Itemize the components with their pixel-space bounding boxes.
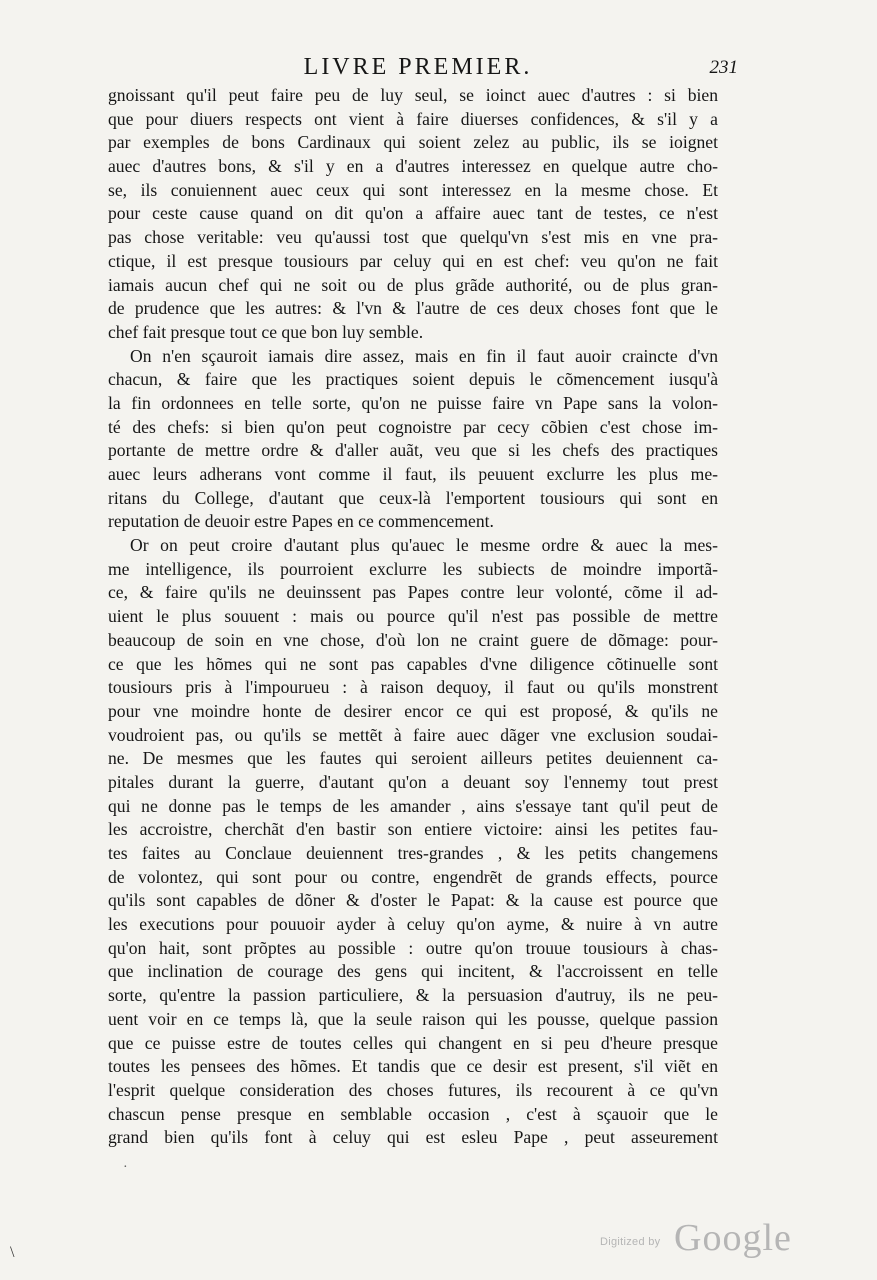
text-line: pour ceste cause quand on dit qu'on a affaire auec tant de testes, ce n'est (108, 203, 718, 224)
text-line: uient le plus souuent : mais ou pource qu'il n'est pas possible de mettre (108, 606, 718, 627)
text-line: qu'ils sont capables de dõner & d'oster le Papat: & la cause est pource que (108, 890, 718, 911)
text-line: ce que les hõmes qui ne sont pas capables d'vne diligence cõtinuelle sont (108, 653, 718, 674)
text-line: portante de mettre ordre & d'aller auãt, veu que si les chefs des practiques (108, 440, 718, 461)
text-line: ce, & faire qu'ils ne deuinssent pas Papes contre leur volonté, cõme il ad- (108, 582, 718, 603)
text-line: sorte, qu'entre la passion particuliere, & la persuasion d'autruy, ils ne peu- (108, 985, 718, 1006)
text-line: beaucoup de soin en vne chose, d'où lon ne craint guere de dõmage: pour- (108, 629, 718, 650)
text-line: chef fait presque tout ce que bon luy semble. (108, 321, 424, 342)
text-line: té des chefs: si bien qu'on peut cognoistre par cecy cõbien c'est chose im- (108, 416, 718, 437)
text-line: qu'on hait, sont prõptes au possible : outre qu'on trouue tousiours à chas- (108, 937, 718, 958)
text-line: qui ne donne pas le temps de les amander , ains s'essaye tant qu'il peut de (108, 795, 718, 816)
text-line: voudroient pas, ou qu'ils se mettẽt à faire auec dãger vne exclusion soudai- (108, 724, 718, 745)
google-logo: Google (674, 1217, 792, 1259)
text-line: uent voir en ce temps là, que la seule raison qui les pousse, quelque passion (108, 1008, 718, 1029)
text-line: pitales durant la guerre, d'autant qu'on a deuant soy l'ennemy tout prest (108, 771, 718, 792)
stray-ink-mark: · (123, 1160, 128, 1175)
text-line: chascun pense presque en semblable occasion , c'est à sçauoir que le (108, 1103, 718, 1124)
text-line: que pour diuers respects ont vient à faire diuerses confidences, & s'il y a (108, 108, 718, 129)
text-line: me intelligence, ils pourroient exclurre les subiects de moindre importã- (108, 558, 718, 579)
running-head: LIVRE PREMIER. (303, 54, 533, 80)
text-line: ctique, il est presque tousiours par celuy qui en est chef: veu qu'on ne fait (108, 250, 718, 271)
text-line: de volontez, qui sont pour ou contre, engendrẽt de grands effects, pource (108, 866, 718, 887)
text-line: toutes les pensees des hõmes. Et tandis que ce desir est present, s'il viẽt en (108, 1056, 718, 1077)
text-line: pas chose veritable: veu qu'aussi tost que quelqu'vn s'est mis en vne pra- (108, 227, 718, 248)
text-line: pour vne moindre honte de desirer encor ce qui est proposé, & qu'ils ne (108, 700, 718, 721)
text-line: tes faites au Conclaue deuiennent tres-grandes , & les petits changemens (108, 843, 718, 863)
text-line: la fin ordonnees en telle sorte, qu'on ne puisse faire vn Pape sans la volon- (108, 392, 718, 413)
text-line: iamais aucun chef qui ne soit ou de plus grãde authorité, ou de plus gran- (108, 274, 718, 295)
text-line: ne. De mesmes que les fautes qui seroient ailleurs petites deuiennent ca- (108, 748, 718, 769)
page-header (108, 52, 738, 82)
watermark-prefix: Digitized by (600, 1236, 661, 1248)
text-line: reputation de deuoir estre Papes en ce commencement. (108, 511, 494, 532)
text-line: les accroistre, cherchãt d'en bastir son entiere victoire: ainsi les petites fau- (108, 819, 718, 840)
text-line: tousiours pris à l'impourueu : à raison dequoy, il faut ou qu'ils monstrent (108, 677, 718, 698)
text-line: gnoissant qu'il peut faire peu de luy seul, se ioinct auec d'autres : si bien (108, 85, 718, 105)
paragraph-first-line: On n'en sçauroit iamais dire assez, mais en fin il faut auoir craincte d'vn (130, 345, 718, 366)
text-line: par exemples de bons Cardinaux qui soient zelez au public, ils se ioignet (108, 132, 718, 153)
edge-ink-mark: \ (10, 1244, 15, 1261)
text-line: ritans du College, d'autant que ceux-là l'emportent tousiours qui sont en (108, 487, 718, 508)
paragraph-first-line: Or on peut croire d'autant plus qu'auec le mesme ordre & auec la mes- (130, 535, 718, 556)
page-number: 231 (709, 57, 738, 78)
text-line: les executions pour pouuoir ayder à celuy qu'on ayme, & nuire à vn autre (108, 914, 718, 935)
text-line: l'esprit quelque consideration des choses futures, ils recourent à ce qu'vn (108, 1079, 718, 1100)
body-text (108, 84, 718, 1150)
text-line: se, ils conuiennent auec ceux qui sont interessez en la mesme chose. Et (108, 179, 718, 200)
text-line: que inclination de courage des gens qui incitent, & l'accroissent en telle (108, 961, 718, 982)
text-line: auec d'autres bons, & s'il y en a d'autres interessez en quelque autre cho- (108, 156, 718, 177)
text-line: auec leurs adherans vont comme il faut, ils peuuent exclurre les plus me- (108, 464, 718, 484)
digitized-watermark (600, 1217, 800, 1270)
text-line: grand bien qu'ils font à celuy qui est esleu Pape , peut asseurement (108, 1127, 718, 1148)
text-line: chacun, & faire que les practiques soient depuis le cõmencement iusqu'à (108, 369, 718, 390)
text-line: de prudence que les autres: & l'vn & l'autre de ces deux choses font que le (108, 298, 718, 319)
text-line: que ce puisse estre de toutes celles qui changent en si peu d'heure presque (108, 1032, 718, 1053)
